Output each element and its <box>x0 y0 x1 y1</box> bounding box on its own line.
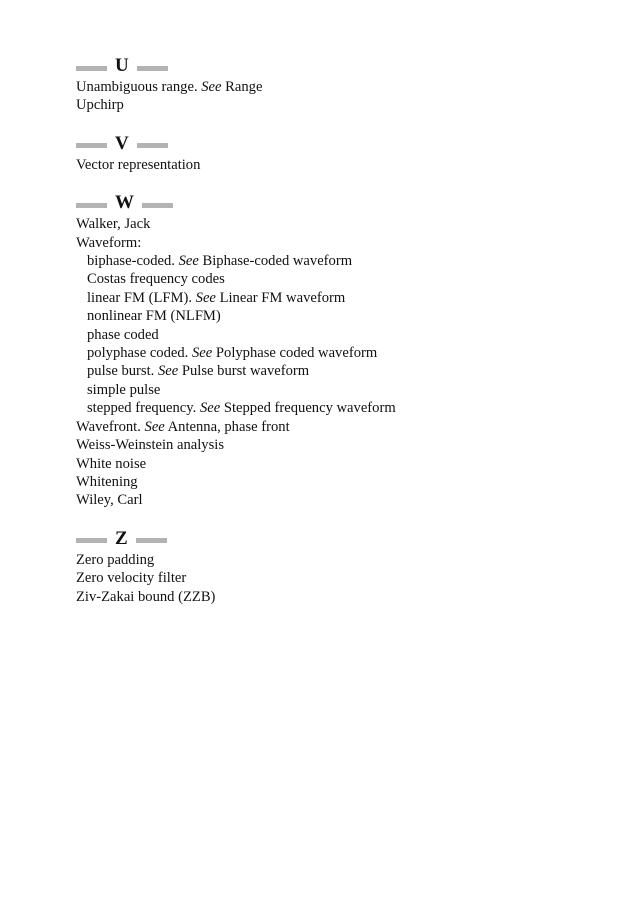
section-letter: W <box>115 192 134 214</box>
entry-term: Unambiguous range. <box>76 79 198 95</box>
index-section-w <box>76 192 616 510</box>
heading-rule-left <box>76 203 107 208</box>
see-reference-label: See <box>144 418 165 435</box>
index-entry <box>76 215 616 233</box>
see-reference-label: See <box>178 253 199 270</box>
entry-term: stepped frequency. <box>87 400 197 417</box>
index-entry <box>76 491 616 509</box>
index-subentry <box>76 289 616 307</box>
index-section-v <box>76 133 616 174</box>
index-section-u <box>76 55 616 115</box>
entry-term: Zero velocity filter <box>76 570 187 587</box>
see-reference-target: Biphase-coded waveform <box>202 253 353 270</box>
entry-term: Upchirp <box>76 97 124 114</box>
index-subentry <box>76 270 616 288</box>
entry-term: pulse burst. <box>87 363 155 380</box>
see-reference-label: See <box>195 289 216 306</box>
index-subentry <box>76 326 616 344</box>
see-reference-target: Stepped frequency waveform <box>223 400 396 417</box>
index-entry <box>76 551 616 569</box>
entry-term: biphase-coded. <box>87 253 175 270</box>
entry-term: Walker, Jack <box>76 216 151 233</box>
index-subentry <box>76 362 616 380</box>
index-entry <box>76 78 616 96</box>
index-entry <box>76 569 616 587</box>
see-reference-target: Linear FM waveform <box>219 289 346 306</box>
index-subentry <box>76 307 616 325</box>
see-reference-label: See <box>201 79 222 95</box>
see-reference-label: See <box>199 400 221 417</box>
section-heading <box>76 55 616 77</box>
see-reference-target: Range <box>225 79 263 95</box>
index-entry <box>76 156 616 174</box>
index-subentry <box>76 344 616 362</box>
index-subentry <box>76 252 616 270</box>
entry-term: simple pulse <box>87 381 161 398</box>
entry-term: Zero padding <box>76 551 155 568</box>
index-entry <box>76 96 616 114</box>
index-subentry <box>76 399 616 417</box>
entry-term: Wiley, Carl <box>76 492 143 509</box>
entry-term: Costas frequency codes <box>87 271 225 288</box>
index-entry <box>76 588 616 606</box>
entry-term: Ziv-Zakai bound (ZZB) <box>76 588 216 605</box>
section-heading <box>76 133 616 155</box>
heading-rule-right <box>137 143 168 148</box>
see-reference-target: Antenna, phase front <box>167 418 290 435</box>
entry-term: White noise <box>76 455 147 472</box>
heading-rule-left <box>76 143 107 148</box>
entry-term: linear FM (LFM). <box>87 289 192 306</box>
heading-rule-right <box>137 66 168 71</box>
heading-rule-left <box>76 538 107 543</box>
entry-term: Waveform: <box>76 234 142 251</box>
entry-term: Wavefront. <box>76 418 141 435</box>
index-entry <box>76 436 616 454</box>
entry-term: nonlinear FM (NLFM) <box>87 308 221 325</box>
index-entry <box>76 473 616 491</box>
section-heading <box>76 192 616 214</box>
see-reference-target: Pulse burst waveform <box>181 363 310 380</box>
see-reference-label: See <box>157 363 179 380</box>
entry-term: polyphase coded. <box>87 345 189 362</box>
see-reference-label: See <box>191 345 213 362</box>
heading-rule-left <box>76 66 107 71</box>
index-entry <box>76 418 616 436</box>
entry-term: phase coded <box>87 326 159 343</box>
index-entry <box>76 234 616 252</box>
index-section-z <box>76 528 616 606</box>
section-letter: Z <box>115 527 128 549</box>
entry-term: Vector representation <box>76 156 201 173</box>
entry-term: Weiss-Weinstein analysis <box>76 437 225 454</box>
section-heading <box>76 528 616 550</box>
index-entry <box>76 455 616 473</box>
index-subentry <box>76 381 616 399</box>
heading-rule-right <box>142 203 173 208</box>
index-page <box>76 55 616 624</box>
entry-term: Whitening <box>76 473 138 490</box>
see-reference-target: Polyphase coded waveform <box>215 345 378 362</box>
section-letter: U <box>115 55 129 76</box>
section-letter: V <box>115 132 129 154</box>
heading-rule-right <box>136 538 167 543</box>
